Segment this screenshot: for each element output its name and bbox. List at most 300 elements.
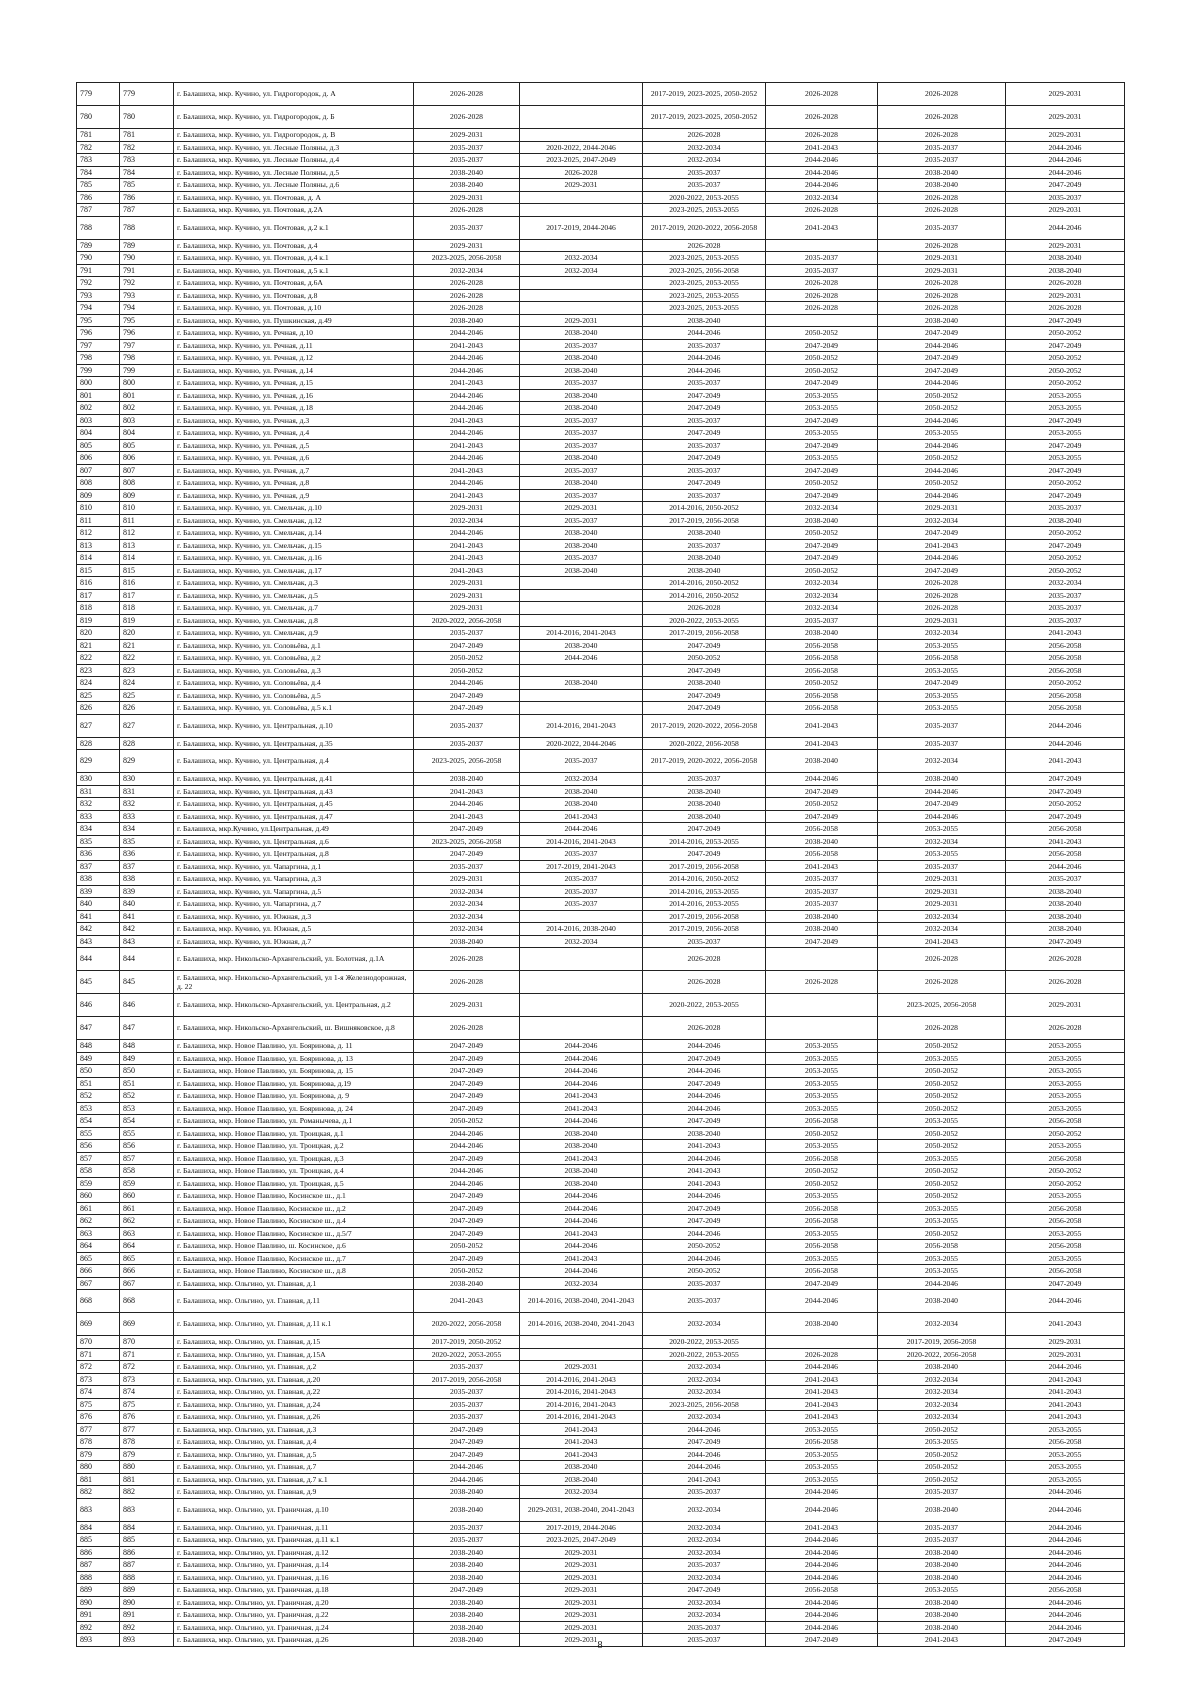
row-number: 893 [77,1634,120,1647]
period-cell-2 [520,129,643,142]
address-cell: г. Балашиха, мкр. Никольско-Архангельский, ул 1-я Железнодорожная, д. 22 [174,971,414,994]
period-cell-5: 2050-2052 [878,1102,1006,1115]
table-row [77,252,1125,265]
address-cell: г. Балашиха, мкр. Кучино, ул. Речная, д.3 [174,414,414,427]
table-row [77,1052,1125,1065]
period-cell-1: 2026-2028 [414,83,520,106]
period-cell-4: 2053-2055 [766,427,878,440]
row-number: 816 [77,577,120,590]
table-row [77,1017,1125,1040]
period-cell-2 [520,689,643,702]
period-cell-1: 2041-2043 [414,414,520,427]
row-number: 799 [77,364,120,377]
period-cell-3: 2032-2034 [643,1534,766,1547]
row-number: 804 [77,427,120,440]
table-row [77,664,1125,677]
row-number: 841 [77,910,120,923]
row-number: 889 [77,1584,120,1597]
period-cell-6: 2026-2028 [1006,1017,1125,1040]
table-row [77,1127,1125,1140]
period-cell-1: 2035-2037 [414,1386,520,1399]
period-cell-4: 2044-2046 [766,1609,878,1622]
register-number: 867 [120,1277,174,1290]
row-number: 802 [77,402,120,415]
table-row [77,1521,1125,1534]
table-row [77,1498,1125,1521]
period-cell-6: 2044-2046 [1006,166,1125,179]
period-cell-3: 2044-2046 [643,1190,766,1203]
address-cell: г. Балашиха, мкр. Кучино, ул. Лесные Поляны, д.5 [174,166,414,179]
register-number: 793 [120,289,174,302]
table-row [77,1386,1125,1399]
period-cell-2: 2044-2046 [520,823,643,836]
period-cell-3: 2044-2046 [643,1423,766,1436]
row-number: 798 [77,352,120,365]
period-cell-5: 2050-2052 [878,452,1006,465]
period-cell-5: 2053-2055 [878,848,1006,861]
period-cell-2 [520,1017,643,1040]
address-cell: г. Балашиха, мкр. Кучино, ул. Центральная, д.43 [174,785,414,798]
row-number: 860 [77,1190,120,1203]
row-number: 886 [77,1546,120,1559]
period-cell-1: 2047-2049 [414,823,520,836]
period-cell-4: 2041-2043 [766,1398,878,1411]
period-cell-2 [520,239,643,252]
period-cell-6: 2044-2046 [1006,1546,1125,1559]
address-cell: г. Балашиха, мкр. Кучино, ул. Соловьёва, д.5 [174,689,414,702]
period-cell-2: 2044-2046 [520,1215,643,1228]
row-number: 868 [77,1290,120,1313]
period-cell-4: 2056-2058 [766,1265,878,1278]
period-cell-4: 2047-2049 [766,339,878,352]
period-cell-5: 2038-2040 [878,1498,1006,1521]
period-cell-5: 2032-2034 [878,627,1006,640]
period-cell-2 [520,277,643,290]
period-cell-3: 2020-2022, 2053-2055 [643,614,766,627]
table-row [77,352,1125,365]
period-cell-6: 2047-2049 [1006,785,1125,798]
period-cell-4: 2053-2055 [766,1077,878,1090]
register-number: 853 [120,1102,174,1115]
period-cell-5: 2038-2040 [878,1546,1006,1559]
period-cell-4: 2047-2049 [766,489,878,502]
period-cell-4: 2053-2055 [766,1423,878,1436]
period-cell-4: 2047-2049 [766,1634,878,1647]
period-cell-4: 2044-2046 [766,1621,878,1634]
row-number: 836 [77,848,120,861]
period-cell-6: 2053-2055 [1006,1473,1125,1486]
period-cell-5: 2041-2043 [878,539,1006,552]
period-cell-4: 2026-2028 [766,1348,878,1361]
register-number: 880 [120,1461,174,1474]
period-cell-6: 2056-2058 [1006,652,1125,665]
period-cell-5: 2038-2040 [878,1621,1006,1634]
period-cell-2: 2035-2037 [520,439,643,452]
period-cell-6: 2053-2055 [1006,1190,1125,1203]
table-row [77,452,1125,465]
register-number: 891 [120,1609,174,1622]
address-cell: г. Балашиха, мкр. Новое Павлино, ш. Косинское, д.6 [174,1240,414,1253]
period-cell-4: 2032-2034 [766,502,878,515]
period-cell-5: 2050-2052 [878,1140,1006,1153]
period-cell-3: 2050-2052 [643,652,766,665]
period-cell-6: 2050-2052 [1006,364,1125,377]
period-cell-6: 2050-2052 [1006,352,1125,365]
period-cell-5: 2020-2022, 2056-2058 [878,1348,1006,1361]
period-cell-5: 2044-2046 [878,489,1006,502]
row-number: 840 [77,898,120,911]
period-cell-5: 2035-2037 [878,154,1006,167]
period-cell-5: 2026-2028 [878,191,1006,204]
row-number: 885 [77,1534,120,1547]
row-number: 781 [77,129,120,142]
table-row [77,327,1125,340]
period-cell-1: 2041-2043 [414,810,520,823]
period-cell-1: 2035-2037 [414,714,520,737]
period-cell-2: 2032-2034 [520,1486,643,1499]
row-number: 848 [77,1040,120,1053]
period-cell-5: 2050-2052 [878,477,1006,490]
address-cell: г. Балашиха, мкр. Кучино, ул. Речная, д.12 [174,352,414,365]
period-cell-5: 2053-2055 [878,1265,1006,1278]
address-cell: г. Балашиха, мкр. Кучино, ул. Чапаргина, д.3 [174,873,414,886]
period-cell-4: 2041-2043 [766,737,878,750]
period-cell-6: 2050-2052 [1006,527,1125,540]
period-cell-6: 2047-2049 [1006,464,1125,477]
period-cell-3: 2044-2046 [643,364,766,377]
period-cell-5: 2056-2058 [878,652,1006,665]
period-cell-6: 2044-2046 [1006,1486,1125,1499]
period-cell-5: 2047-2049 [878,527,1006,540]
register-number: 782 [120,141,174,154]
period-cell-4: 2053-2055 [766,1473,878,1486]
row-number: 827 [77,714,120,737]
period-cell-6: 2050-2052 [1006,377,1125,390]
period-cell-4: 2053-2055 [766,1040,878,1053]
address-cell: г. Балашиха, мкр. Кучино, ул. Речная, д.18 [174,402,414,415]
period-cell-3: 2038-2040 [643,677,766,690]
table-row [77,514,1125,527]
period-cell-1: 2044-2046 [414,527,520,540]
period-cell-2: 2038-2040 [520,1140,643,1153]
period-cell-4: 2032-2034 [766,589,878,602]
period-cell-1: 2038-2040 [414,1596,520,1609]
period-cell-5: 2050-2052 [878,1177,1006,1190]
period-cell-3: 2038-2040 [643,564,766,577]
period-cell-3: 2032-2034 [643,1386,766,1399]
period-cell-3: 2017-2019, 2020-2022, 2056-2058 [643,714,766,737]
period-cell-3: 2014-2016, 2050-2052 [643,502,766,515]
period-cell-6: 2050-2052 [1006,564,1125,577]
period-cell-5: 2017-2019, 2056-2058 [878,1336,1006,1349]
period-cell-2: 2038-2040 [520,639,643,652]
period-cell-4: 2041-2043 [766,714,878,737]
period-cell-2 [520,302,643,315]
register-number: 795 [120,314,174,327]
period-cell-2: 2038-2040 [520,352,643,365]
register-number: 783 [120,154,174,167]
period-cell-1: 2038-2040 [414,1486,520,1499]
period-cell-1: 2029-2031 [414,191,520,204]
period-cell-3: 2032-2034 [643,1313,766,1336]
period-cell-1: 2023-2025, 2056-2058 [414,252,520,265]
period-cell-4: 2050-2052 [766,327,878,340]
address-cell: г. Балашиха, мкр. Кучино, ул. Почтовая, д.4 [174,239,414,252]
period-cell-4: 2041-2043 [766,1386,878,1399]
row-number: 852 [77,1090,120,1103]
address-cell: г. Балашиха, мкр. Ольгино, ул. Главная, д.9 [174,1486,414,1499]
address-cell: г. Балашиха, мкр. Ольгино, ул. Граничная, д.26 [174,1634,414,1647]
data-table [76,82,1125,1647]
period-cell-1: 2044-2046 [414,402,520,415]
row-number: 784 [77,166,120,179]
period-cell-6: 2050-2052 [1006,1177,1125,1190]
table-row [77,873,1125,886]
period-cell-2: 2023-2025, 2047-2049 [520,1534,643,1547]
period-cell-1: 2050-2052 [414,1115,520,1128]
address-cell: г. Балашиха, мкр. Ольгино, ул. Главная, д.11 [174,1290,414,1313]
period-cell-2 [520,191,643,204]
period-cell-6: 2053-2055 [1006,1102,1125,1115]
table-row [77,389,1125,402]
address-cell: г. Балашиха, мкр. Кучино, ул. Центральная, д.47 [174,810,414,823]
period-cell-5: 2026-2028 [878,277,1006,290]
period-cell-4: 2044-2046 [766,166,878,179]
address-cell: г. Балашиха, мкр. Кучино, ул. Чапаргина, д.5 [174,885,414,898]
period-cell-3: 2038-2040 [643,552,766,565]
period-cell-3: 2047-2049 [643,664,766,677]
address-cell: г. Балашиха, мкр. Новое Павлино, ул. Троицкая, д.5 [174,1177,414,1190]
period-cell-3: 2035-2037 [643,539,766,552]
period-cell-5: 2047-2049 [878,327,1006,340]
period-cell-2: 2017-2019, 2041-2043 [520,860,643,873]
period-cell-1: 2044-2046 [414,1473,520,1486]
row-number: 858 [77,1165,120,1178]
period-cell-2: 2014-2016, 2041-2043 [520,1398,643,1411]
register-number: 877 [120,1423,174,1436]
period-cell-1: 2047-2049 [414,1090,520,1103]
period-cell-5: 2050-2052 [878,389,1006,402]
address-cell: г. Балашиха, мкр. Кучино, ул. Пушкинская, д.49 [174,314,414,327]
period-cell-3: 2026-2028 [643,948,766,971]
address-cell: г. Балашиха, мкр. Новое Павлино, ул. Бояринова, д. 13 [174,1052,414,1065]
register-number: 829 [120,750,174,773]
period-cell-1: 2044-2046 [414,1140,520,1153]
period-cell-3: 2047-2049 [643,702,766,715]
period-cell-6: 2053-2055 [1006,427,1125,440]
period-cell-6: 2050-2052 [1006,552,1125,565]
period-cell-1: 2047-2049 [414,1423,520,1436]
period-cell-5: 2041-2043 [878,935,1006,948]
period-cell-1: 2017-2019, 2056-2058 [414,1373,520,1386]
register-number: 824 [120,677,174,690]
table-row [77,179,1125,192]
row-number: 785 [77,179,120,192]
period-cell-2: 2032-2034 [520,935,643,948]
period-cell-2 [520,1348,643,1361]
period-cell-3: 2032-2034 [643,154,766,167]
period-cell-5: 2053-2055 [878,1215,1006,1228]
period-cell-1: 2044-2046 [414,1461,520,1474]
period-cell-1: 2032-2034 [414,923,520,936]
period-cell-1: 2023-2025, 2056-2058 [414,750,520,773]
period-cell-4: 2050-2052 [766,677,878,690]
period-cell-6: 2035-2037 [1006,614,1125,627]
period-cell-2: 2038-2040 [520,1177,643,1190]
period-cell-6: 2044-2046 [1006,154,1125,167]
register-number: 821 [120,639,174,652]
address-cell: г. Балашиха, мкр. Кучино, ул. Лесные Поляны, д.6 [174,179,414,192]
row-number: 807 [77,464,120,477]
row-number: 856 [77,1140,120,1153]
period-cell-2: 2029-2031 [520,502,643,515]
period-cell-2: 2014-2016, 2041-2043 [520,835,643,848]
period-cell-5: 2053-2055 [878,1052,1006,1065]
period-cell-3: 2017-2019, 2023-2025, 2050-2052 [643,106,766,129]
register-number: 870 [120,1336,174,1349]
period-cell-2: 2029-2031 [520,1621,643,1634]
period-cell-1: 2041-2043 [414,464,520,477]
period-cell-3: 2023-2025, 2053-2055 [643,289,766,302]
period-cell-5: 2053-2055 [878,639,1006,652]
register-number: 888 [120,1571,174,1584]
address-cell: г. Балашиха, мкр. Ольгино, ул. Граничная, д.22 [174,1609,414,1622]
period-cell-6: 2056-2058 [1006,1152,1125,1165]
address-cell: г. Балашиха, мкр. Ольгино, ул. Главная, д.1 [174,1277,414,1290]
register-number: 890 [120,1596,174,1609]
period-cell-4: 2026-2028 [766,129,878,142]
period-cell-2: 2029-2031 [520,1584,643,1597]
period-cell-2 [520,971,643,994]
register-number: 823 [120,664,174,677]
register-number: 841 [120,910,174,923]
period-cell-6: 2047-2049 [1006,935,1125,948]
table-row [77,971,1125,994]
period-cell-6: 2038-2040 [1006,514,1125,527]
row-number: 811 [77,514,120,527]
period-cell-2 [520,702,643,715]
period-cell-4: 2050-2052 [766,352,878,365]
period-cell-4: 2047-2049 [766,377,878,390]
address-cell: г. Балашиха, мкр. Новое Павлино, Косинское ш., д.8 [174,1265,414,1278]
period-cell-6: 2041-2043 [1006,1313,1125,1336]
period-cell-1: 2044-2046 [414,1177,520,1190]
table-row [77,377,1125,390]
period-cell-3: 2044-2046 [643,1102,766,1115]
period-cell-5: 2029-2031 [878,252,1006,265]
period-cell-2: 2044-2046 [520,1240,643,1253]
table-row [77,1152,1125,1165]
period-cell-2: 2041-2043 [520,1448,643,1461]
period-cell-3: 2014-2016, 2053-2055 [643,885,766,898]
table-row [77,1252,1125,1265]
row-number: 887 [77,1559,120,1572]
period-cell-5: 2038-2040 [878,1559,1006,1572]
period-cell-6: 2041-2043 [1006,750,1125,773]
period-cell-6: 2026-2028 [1006,948,1125,971]
period-cell-6: 2047-2049 [1006,489,1125,502]
period-cell-3: 2044-2046 [643,1152,766,1165]
period-cell-4: 2035-2037 [766,885,878,898]
period-cell-3: 2038-2040 [643,798,766,811]
period-cell-3: 2026-2028 [643,129,766,142]
row-number: 792 [77,277,120,290]
period-cell-3: 2020-2022, 2056-2058 [643,737,766,750]
period-cell-3: 2032-2034 [643,1411,766,1424]
row-number: 884 [77,1521,120,1534]
address-cell: г. Балашиха, мкр. Кучино, ул. Смельчак, д.5 [174,589,414,602]
period-cell-5: 2047-2049 [878,798,1006,811]
register-number: 800 [120,377,174,390]
period-cell-5: 2032-2034 [878,1411,1006,1424]
period-cell-6: 2038-2040 [1006,885,1125,898]
row-number: 822 [77,652,120,665]
address-cell: г. Балашиха, мкр. Кучино, ул. Лесные Поляны, д.3 [174,141,414,154]
period-cell-6: 2038-2040 [1006,898,1125,911]
period-cell-5: 2044-2046 [878,810,1006,823]
row-number: 787 [77,204,120,217]
period-cell-6: 2035-2037 [1006,873,1125,886]
period-cell-3: 2035-2037 [643,1290,766,1313]
register-number: 789 [120,239,174,252]
period-cell-6: 2056-2058 [1006,664,1125,677]
period-cell-3: 2020-2022, 2053-2055 [643,1336,766,1349]
period-cell-1: 2032-2034 [414,514,520,527]
period-cell-5: 2026-2028 [878,948,1006,971]
register-number: 844 [120,948,174,971]
period-cell-4: 2056-2058 [766,848,878,861]
period-cell-1: 2038-2040 [414,314,520,327]
period-cell-6: 2047-2049 [1006,810,1125,823]
table-row [77,564,1125,577]
period-cell-4: 2035-2037 [766,898,878,911]
period-cell-2 [520,1336,643,1349]
period-cell-4: 2056-2058 [766,1115,878,1128]
period-cell-1: 2032-2034 [414,885,520,898]
register-number: 885 [120,1534,174,1547]
period-cell-5: 2032-2034 [878,835,1006,848]
address-cell: г. Балашиха, мкр. Кучино, ул. Центральная, д.6 [174,835,414,848]
table-row [77,1621,1125,1634]
row-number: 870 [77,1336,120,1349]
row-number: 810 [77,502,120,515]
period-cell-3: 2038-2040 [643,1127,766,1140]
period-cell-1: 2020-2022, 2056-2058 [414,1313,520,1336]
period-cell-2: 2038-2040 [520,389,643,402]
address-cell: г. Балашиха, мкр. Новое Павлино, Косинское ш., д.1 [174,1190,414,1203]
table-row [77,823,1125,836]
period-cell-5: 2038-2040 [878,1361,1006,1374]
period-cell-2: 2044-2046 [520,1077,643,1090]
period-cell-3: 2047-2049 [643,848,766,861]
period-cell-6: 2050-2052 [1006,327,1125,340]
period-cell-3: 2014-2016, 2050-2052 [643,577,766,590]
period-cell-3: 2026-2028 [643,971,766,994]
address-cell: г. Балашиха, мкр. Кучино, ул. Почтовая, д.2А [174,204,414,217]
address-cell: г. Балашиха, мкр. Кучино, ул. Речная, д.10 [174,327,414,340]
address-cell: г. Балашиха, мкр. Новое Павлино, ул. Троицкая, д.1 [174,1127,414,1140]
row-number: 788 [77,216,120,239]
register-number: 886 [120,1546,174,1559]
table-row [77,602,1125,615]
row-number: 808 [77,477,120,490]
period-cell-4: 2032-2034 [766,577,878,590]
address-cell: г. Балашиха, мкр. Ольгино, ул. Граничная, д.12 [174,1546,414,1559]
row-number: 890 [77,1596,120,1609]
period-cell-5: 2032-2034 [878,910,1006,923]
period-cell-5: 2050-2052 [878,1461,1006,1474]
period-cell-3: 2035-2037 [643,179,766,192]
